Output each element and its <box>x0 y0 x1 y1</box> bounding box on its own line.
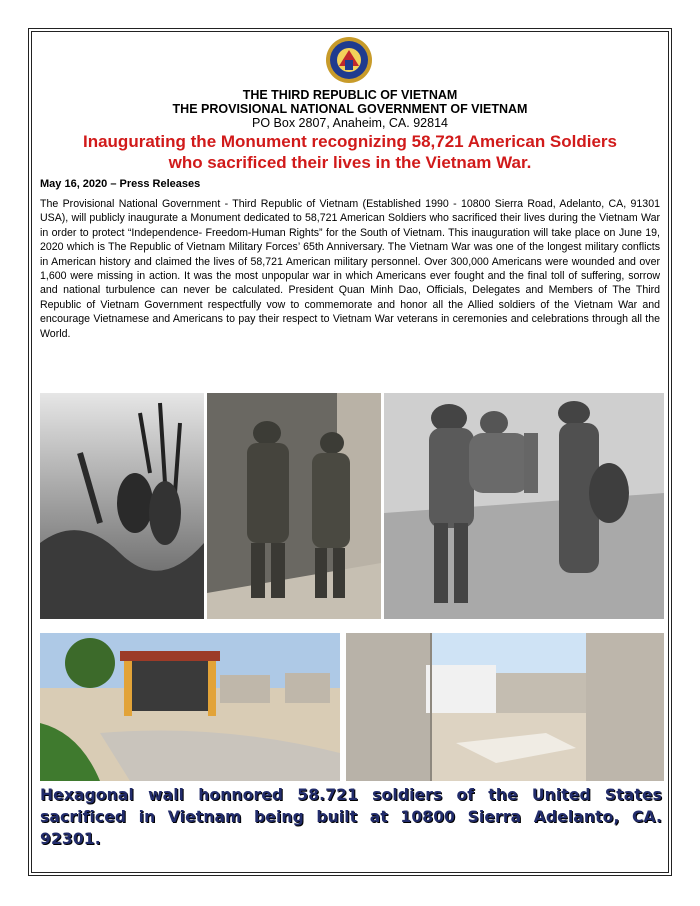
photo-soldier-carrying-comrade <box>384 393 664 619</box>
title-line-2: who sacrificed their lives in the Vietnam War. <box>168 153 532 172</box>
photo-monument-plaza <box>40 633 340 781</box>
photo-soldier-statues <box>207 393 381 619</box>
title-line-1: Inaugurating the Monument recognizing 58,721 American Soldiers <box>82 132 618 151</box>
dateline: May 16, 2020 – Press Releases <box>40 178 201 190</box>
header-line-2: THE PROVISIONAL NATIONAL GOVERNMENT OF VIETNAM <box>172 102 528 116</box>
press-release-body: The Provisional National Government - Third Republic of Vietnam (Established 1990 - 10800 Sierra Road, Adelanto, CA, 91301 USA), will publicly inaugurate a Monument dedicated to 58,721 American Soldiers who sacrificed their lives during the Vietnam War in order to protect “Independence- Freedom-Human Rights” for the South of Vietnam. This inauguration will take place on June 19, 2020 which is The Republic of Vietnam Military Forces’ 65th Anniversary. The Vietnam War was one of the longest military conflicts in American history and claimed the lives of 58,721 American military personnel. Over 300,000 Americans were wounded and over 1,600 were missing in action. It was the most unpopular war in which Americans ever fought and the final toll of suffering, sorrow and national turbulence can never be calculated. President Quan Minh Dao, Officials, Delegates and Members of The Third Republic of Vietnam Government respectfully vow to commemorate and honor all the Allied soldiers of the Vietnam War and encourage Vietnamese and Americans to pay their respect to Vietnam War veterans in ceremonies and celebrations through all the World. <box>40 198 660 340</box>
government-seal-logo <box>325 36 373 84</box>
header-address: PO Box 2807, Anaheim, CA. 92814 <box>252 116 448 130</box>
caption-line-2: sacrificed in Vietnam being built at 10800 Sierra Adelanto, CA. 92301. <box>40 808 662 848</box>
photo-caption <box>40 784 662 850</box>
caption-line-1: Hexagonal wall honnored 58.721 soldiers of the United States <box>40 786 662 804</box>
photo-soldiers-jungle <box>40 393 204 619</box>
header-line-1: THE THIRD REPUBLIC OF VIETNAM <box>242 88 458 102</box>
photo-hexagonal-wall-construction <box>346 633 664 781</box>
